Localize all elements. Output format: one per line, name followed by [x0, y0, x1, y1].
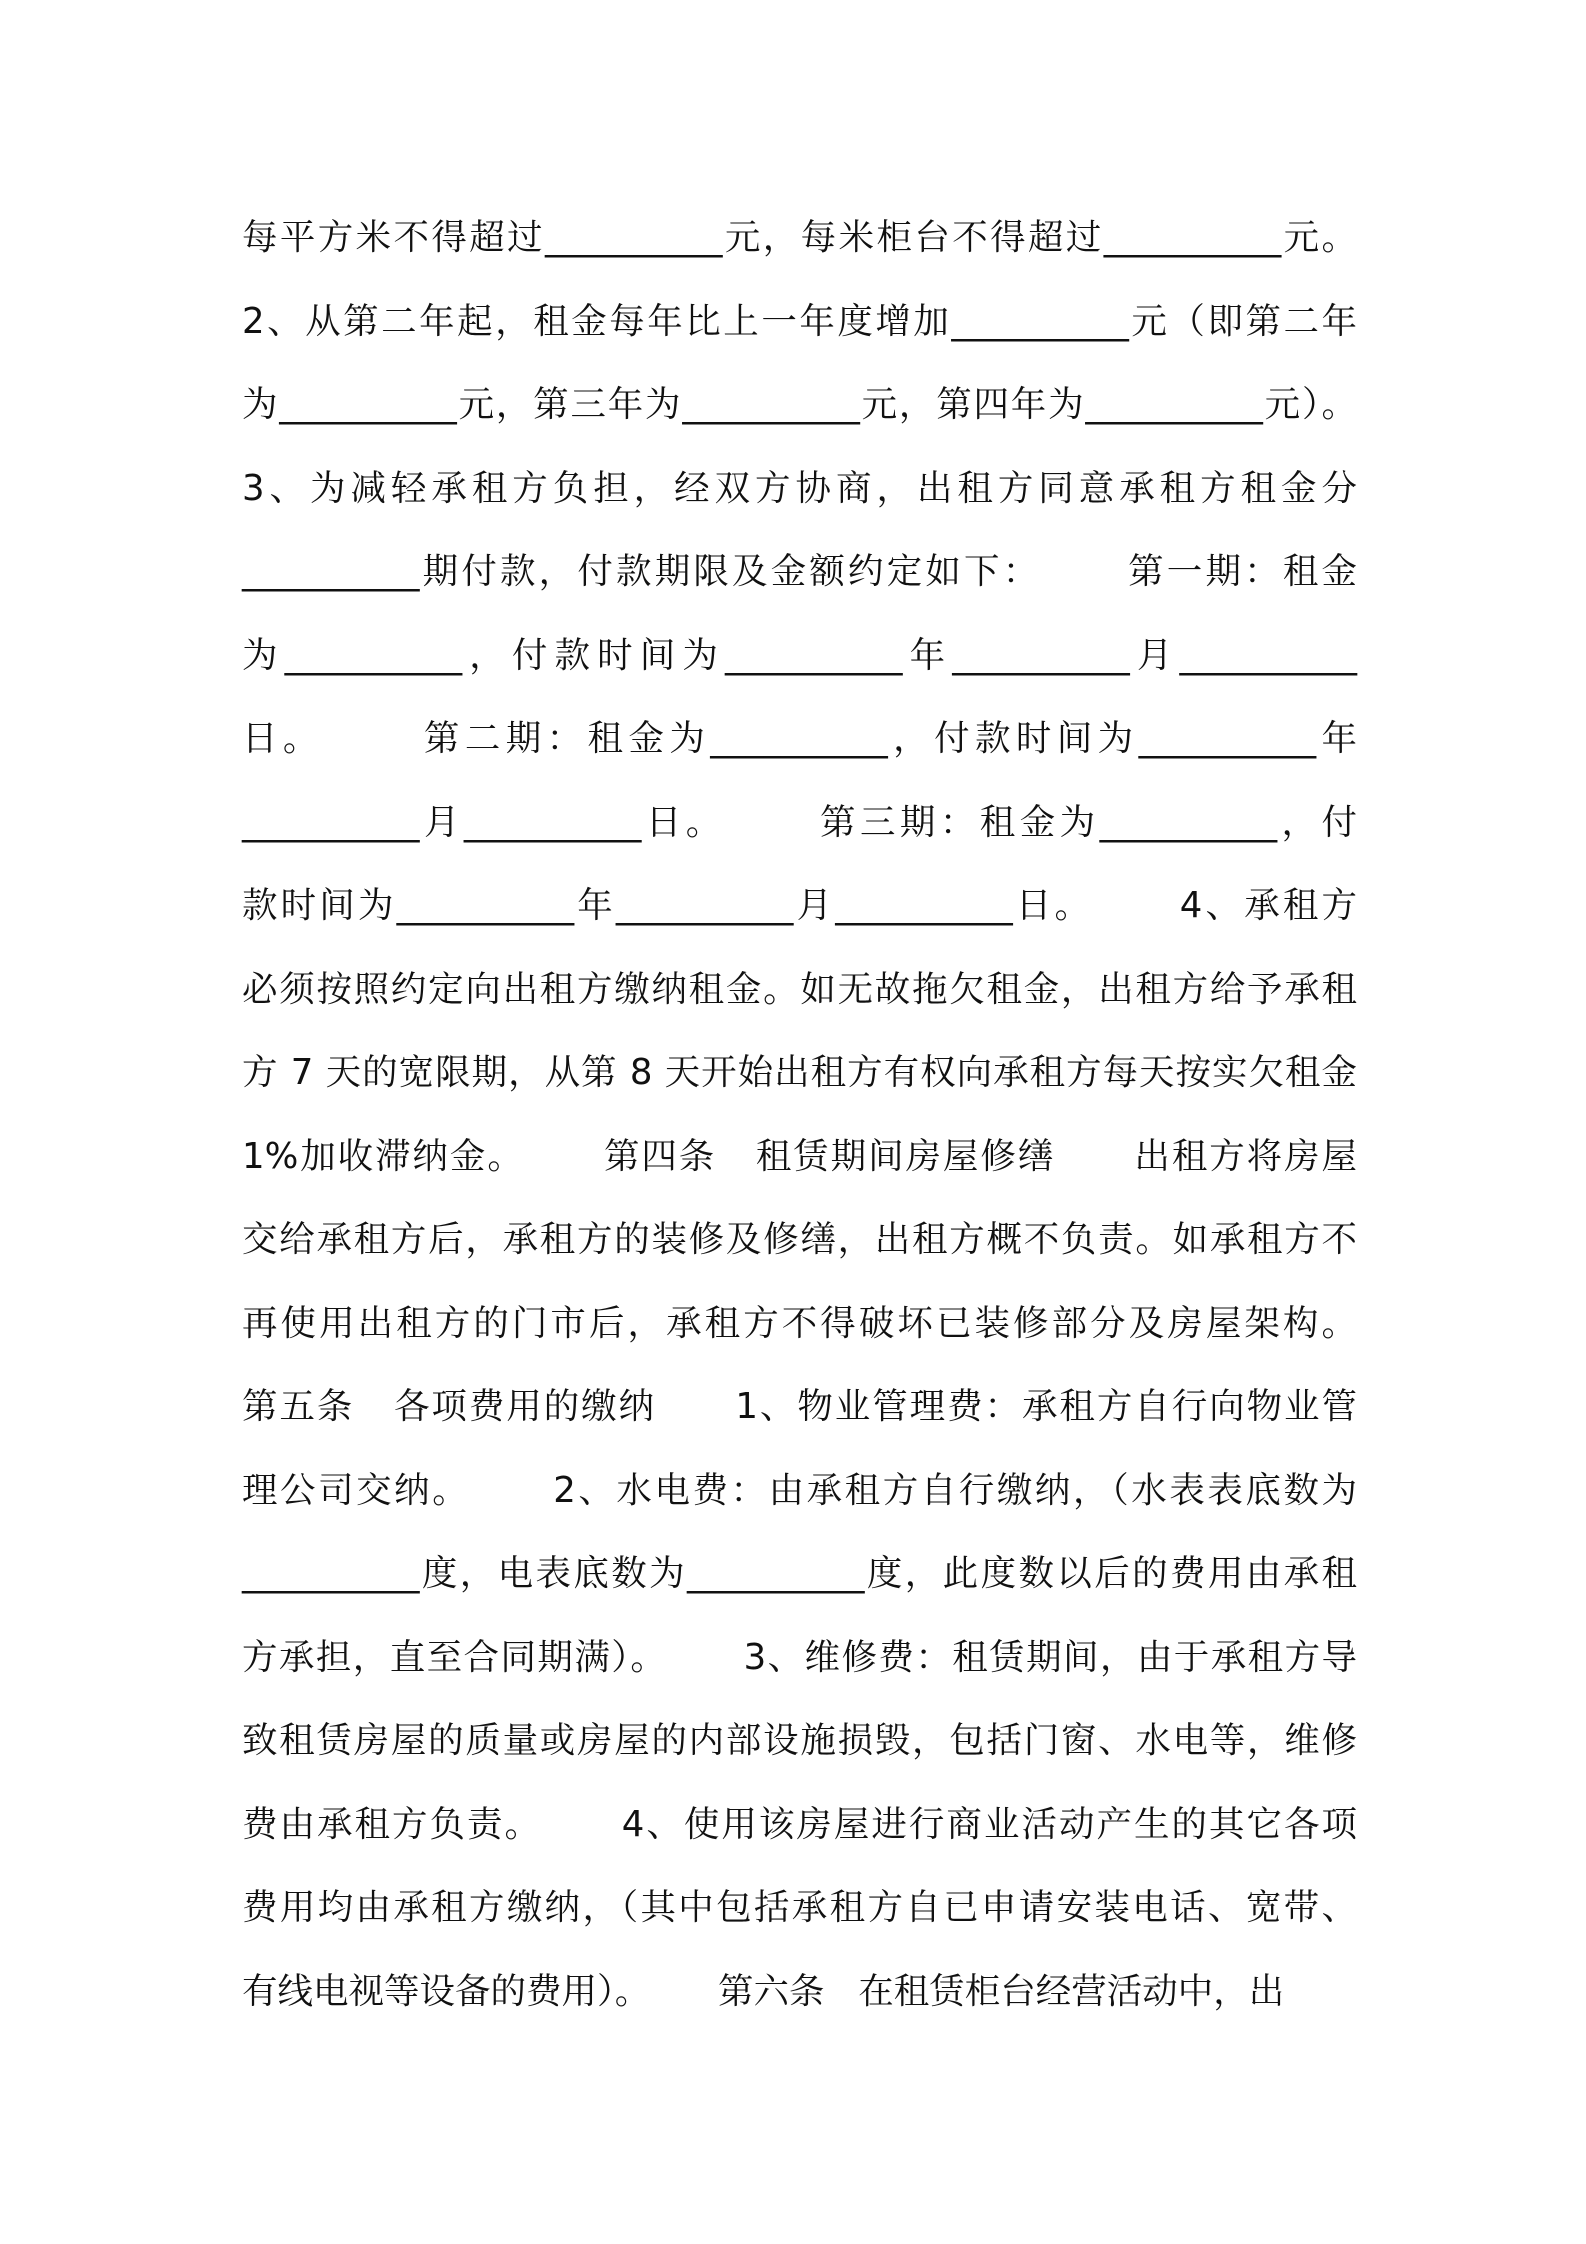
text-line: 方承担，直至合同期满）。 3、维修费：租赁期间，由于承租方导 — [242, 1636, 1357, 1678]
text-line: 费由承租方负责。 4、使用该房屋进行商业活动产生的其它各项 — [242, 1803, 1357, 1845]
text-line: 必须按照约定向出租方缴纳租金。如无故拖欠租金，出租方给予承租 — [242, 968, 1357, 1010]
text-line: 款时间为__________年__________月__________日。 4、承租方 — [242, 885, 1357, 926]
text-line: 1%加收滞纳金。 第四条 租赁期间房屋修缮 出租方将房屋 — [242, 1135, 1357, 1177]
text-line: 交给承租方后，承租方的装修及修缮，出租方概不负责。如承租方不 — [242, 1219, 1357, 1260]
text-line: 日。 第二期：租金为__________，付款时间为__________年 — [242, 718, 1357, 759]
text-line: 再使用出租方的门市后，承租方不得破坏已装修部分及房屋架构。 — [242, 1302, 1357, 1344]
text-line: 第五条 各项费用的缴纳 1、物业管理费：承租方自行向物业管 — [242, 1386, 1357, 1427]
contract-text-body — [242, 196, 1357, 2033]
text-line: 3、为减轻承租方负担，经双方协商，出租方同意承租方租金分 — [242, 467, 1357, 509]
text-line: 费用均由承租方缴纳，（其中包括承租方自已申请安装电话、宽带、 — [242, 1887, 1357, 1928]
text-line: 理公司交纳。 2、水电费：由承租方自行缴纳，（水表表底数为 — [242, 1469, 1357, 1511]
text-line: __________期付款，付款期限及金额约定如下： 第一期：租金 — [242, 551, 1357, 592]
text-line: 致租赁房屋的质量或房屋的内部设施损毁，包括门窗、水电等，维修 — [242, 1720, 1357, 1761]
text-line: __________度，电表底数为__________度，此度数以后的费用由承租 — [242, 1553, 1357, 1594]
text-line: 为__________元，第三年为__________元，第四年为__________元）。 — [242, 384, 1357, 425]
text-line: 有线电视等设备的费用）。 第六条 在租赁柜台经营活动中，出 — [242, 1970, 1285, 2012]
text-line: 方 7 天的宽限期，从第 8 天开始出租方有权向承租方每天按实欠租金 — [242, 1052, 1357, 1093]
text-line: __________月__________日。 第三期：租金为__________，付 — [242, 801, 1357, 843]
text-line: 为__________，付款时间为__________年__________月__________ — [242, 634, 1357, 676]
text-line: 2、从第二年起，租金每年比上一年度增加__________元（即第二年 — [242, 300, 1357, 342]
text-line: 每平方米不得超过__________元，每米柜台不得超过__________元。 — [242, 217, 1357, 258]
